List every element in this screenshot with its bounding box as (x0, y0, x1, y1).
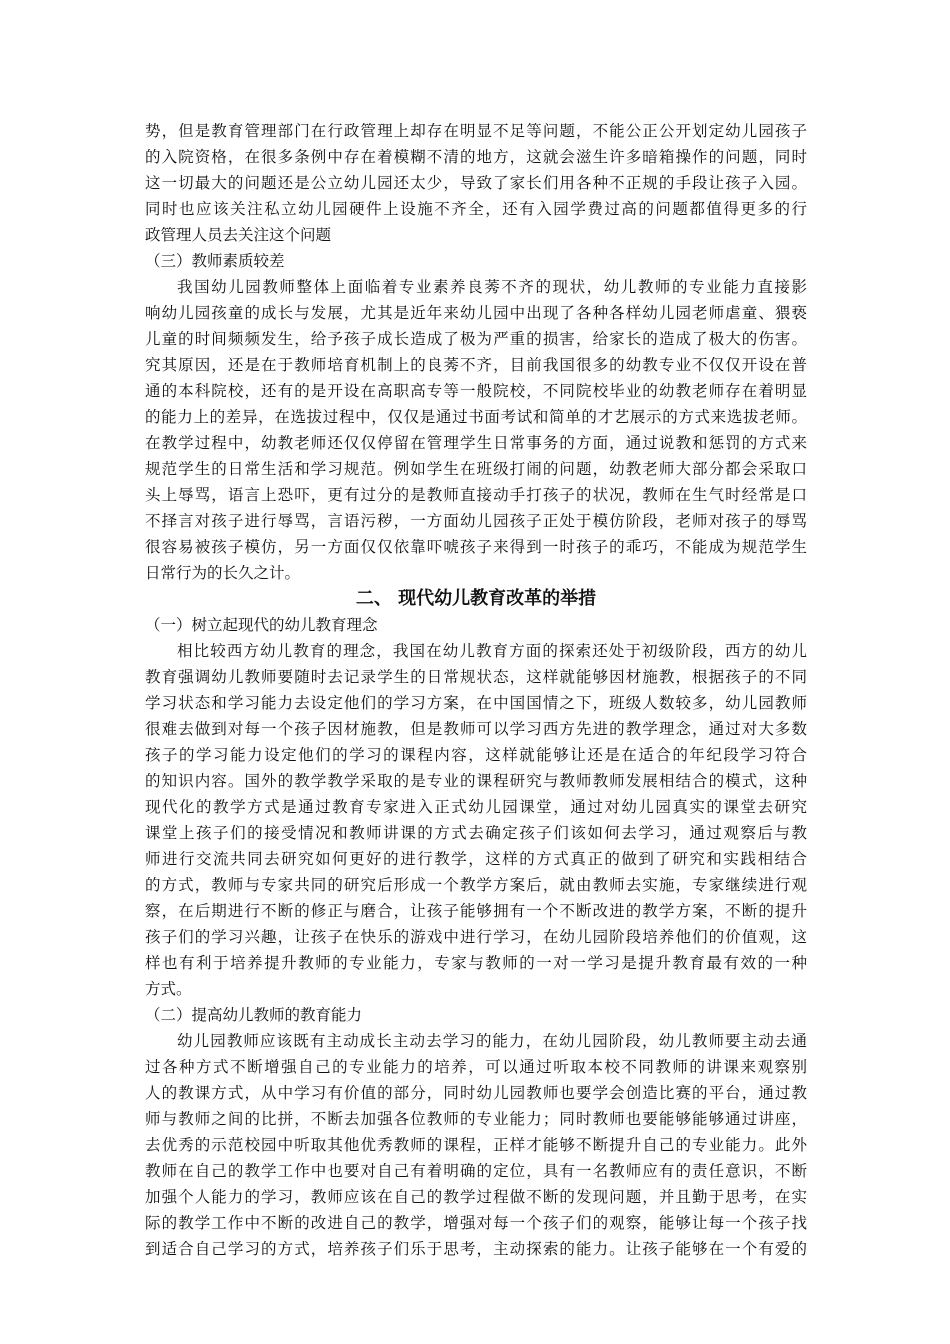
text-line: 的知识内容。国外的教学教学采取的是专业的课程研究与教师教师发展相结合的模式，这种 (145, 772, 807, 790)
text-line: 的方式，教师与专家共同的研究后形成一个教学方案后，就由教师去实施，专家继续进行观 (145, 876, 807, 894)
text-line: 过各种方式不断增强自己的专业能力的培养，可以通过听取本校不同教师的讲课来观察别 (145, 1058, 807, 1076)
text-line: 我国幼儿园教师整体上面临着专业素养良莠不齐的现状，幼儿教师的专业能力直接影 (177, 278, 807, 296)
section-heading-reform-measures: 二、 现代幼儿教育改革的举措 (355, 588, 597, 609)
text-line: 在教学过程中，幼教老师还仅仅停留在管理学生日常事务的方面，通过说教和惩罚的方式来 (145, 434, 807, 452)
subsection-heading-modern-concept: （一）树立起现代的幼儿教育理念 (145, 616, 378, 634)
document-page (145, 118, 807, 1262)
text-line: 的能力上的差异，在选拔过程中，仅仅是通过书面考试和简单的才艺展示的方式来选拔老师。 (145, 408, 807, 426)
text-line: 政管理人员去关注这个问题 (145, 226, 332, 244)
text-line: 幼儿园教师应该既有主动成长主动去学习的能力，在幼儿园阶段，幼儿教师要主动去通 (177, 1032, 807, 1050)
text-line: 日常行为的长久之计。 (145, 564, 301, 582)
text-line: 教师在自己的教学工作中也要对自己有着明确的定位，具有一名教师应有的责任意识，不断 (145, 1162, 807, 1180)
subsection-heading-teacher-ability: （二）提高幼儿教师的教育能力 (145, 1006, 363, 1024)
text-line: 势，但是教育管理部门在行政管理上却存在明显不足等问题，不能公正公开划定幼儿园孩子 (145, 122, 807, 140)
subsection-heading-teacher-quality: （三）教师素质较差 (145, 252, 285, 270)
text-line: 的入院资格，在很多条例中存在着模糊不清的地方，这就会滋生许多暗箱操作的问题，同时 (145, 148, 807, 166)
text-line: 学习状态和学习能力去设定他们的学习方案，在中国国情之下，班级人数较多，幼儿园教师 (145, 694, 807, 712)
text-line: 去优秀的示范校园中听取其他优秀教师的课程，正样才能够不断提升自己的专业能力。此外 (145, 1136, 807, 1154)
text-line: 儿童的时间频频发生，给予孩子成长造成了极为严重的损害，给家长的造成了极大的伤害。 (145, 330, 807, 348)
text-line: 相比较西方幼儿教育的理念，我国在幼儿教育方面的探索还处于初级阶段，西方的幼儿 (177, 642, 807, 660)
text-line: 头上辱骂，语言上恐吓，更有过分的是教师直接动手打孩子的状况，教师在生气时经常是口 (145, 486, 807, 504)
text-line: 课堂上孩子们的接受情况和教师讲课的方式去确定孩子们该如何去学习，通过观察后与教 (145, 824, 807, 842)
text-line: 响幼儿园孩童的成长与发展，尤其是近年来幼儿园中出现了各种各样幼儿园老师虐童、猥亵 (145, 304, 807, 322)
text-line: 很容易被孩子模仿，另一方面仅仅依靠吓唬孩子来得到一时孩子的乖巧，不能成为规范学生 (145, 538, 807, 556)
text-line: 方式。 (145, 980, 192, 998)
paragraph-teacher-ability (145, 1028, 807, 1262)
text-line: 人的教课方式，从中学习有价值的部分，同时幼儿园教师也要学会创造比赛的平台，通过教 (145, 1084, 807, 1102)
text-line: 加强个人能力的学习，教师应该在自己的教学过程做不断的发现问题，并且勤于思考，在实 (145, 1188, 807, 1206)
text-line: 很难去做到对每一个孩子因材施教，但是教师可以学习西方先进的教学理念，通过对大多数 (145, 720, 807, 738)
text-line: 究其原因，还是在于教师培育机制上的良莠不齐，目前我国很多的幼教专业不仅仅开设在普 (145, 356, 807, 374)
paragraph-intro-continuation (145, 118, 807, 248)
paragraph-modern-concept (145, 638, 807, 1002)
text-line: 到适合自己学习的方式，培养孩子们乐于思考，主动探索的能力。让孩子能够在一个有爱的 (145, 1240, 807, 1258)
text-line: 察，在后期进行不断的修正与磨合，让孩子能够拥有一个不断改进的教学方案，不断的提升 (145, 902, 807, 920)
text-line: 不择言对孩子进行辱骂，言语污秽，一方面幼儿园孩子正处于模仿阶段，老师对孩子的辱骂 (145, 512, 807, 530)
text-line: 样也有利于培养提升教师的专业能力，专家与教师的一对一学习是提升教育最有效的一种 (145, 954, 807, 972)
text-line: 规范学生的日常生活和学习规范。例如学生在班级打闹的问题，幼教老师大部分都会采取口 (145, 460, 807, 478)
text-line: 通的本科院校，还有的是开设在高职高专等一般院校，不同院校毕业的幼教老师存在着明显 (145, 382, 807, 400)
text-line: 现代化的教学方式是通过教育专家进入正式幼儿园课堂，通过对幼儿园真实的课堂去研究 (145, 798, 807, 816)
text-line: 同时也应该关注私立幼儿园硬件上设施不齐全，还有入园学费过高的问题都值得更多的行 (145, 200, 807, 218)
paragraph-teacher-quality (145, 274, 807, 586)
text-line: 教育强调幼儿教师要随时去记录学生的日常规状态，这样就能够因材施教，根据孩子的不同 (145, 668, 807, 686)
text-line: 师进行交流共同去研究如何更好的进行教学，这样的方式真正的做到了研究和实践相结合 (145, 850, 807, 868)
text-line: 孩子的学习能力设定他们的学习的课程内容，这样就能够让还是在适合的年纪段学习符合 (145, 746, 807, 764)
text-line: 师与教师之间的比拼，不断去加强各位教师的专业能力；同时教师也要能够能够通过讲座， (145, 1110, 807, 1128)
text-line: 际的教学工作中不断的改进自己的教学，增强对每一个孩子们的观察，能够让每一个孩子找 (145, 1214, 807, 1232)
text-line: 孩子们的学习兴趣，让孩子在快乐的游戏中进行学习，在幼儿园阶段培养他们的价值观，这 (145, 928, 807, 946)
text-line: 这一切最大的问题还是公立幼儿园还太少，导致了家长们用各种不正规的手段让孩子入园。 (145, 174, 807, 192)
